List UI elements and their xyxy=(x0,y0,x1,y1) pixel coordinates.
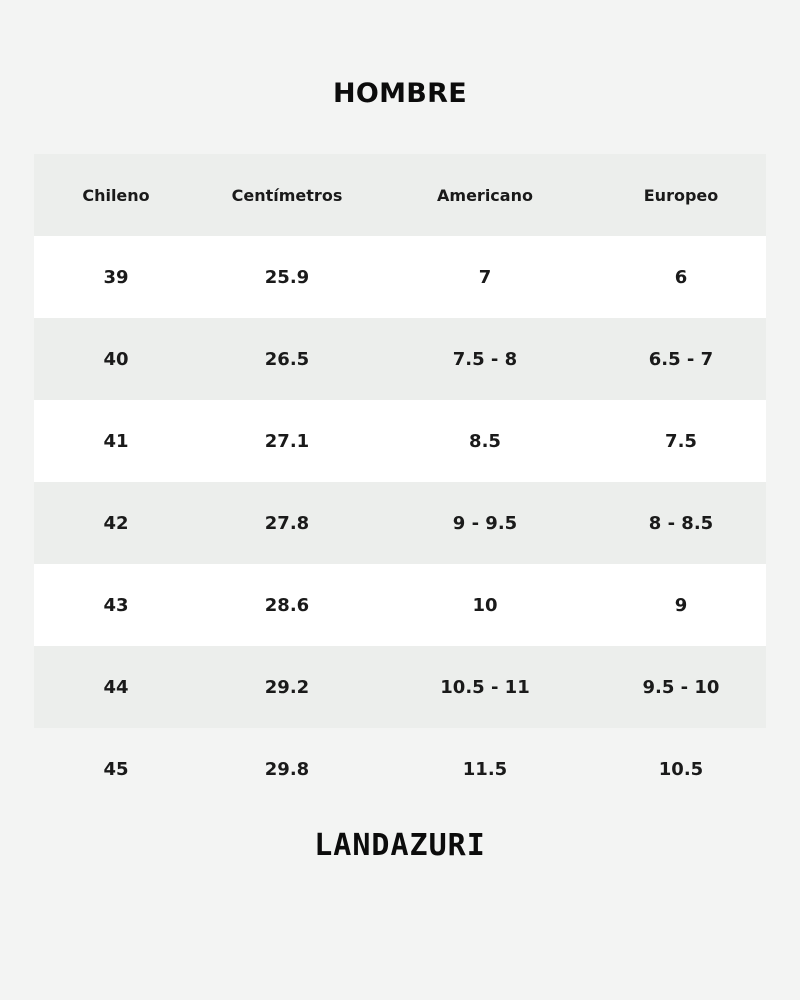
table-row xyxy=(34,318,766,400)
cell-europeo: 9.5 - 10 xyxy=(642,676,720,698)
table-row xyxy=(34,400,766,482)
table-row xyxy=(34,728,766,810)
column-header-americano: Americano xyxy=(437,185,533,205)
cell-chileno: 41 xyxy=(103,430,129,452)
cell-chileno: 44 xyxy=(103,676,129,698)
cell-chileno: 45 xyxy=(103,758,129,780)
cell-americano: 10 xyxy=(472,594,498,616)
column-header-europeo: Europeo xyxy=(643,185,719,205)
cell-chileno: 39 xyxy=(103,266,129,288)
column-header-centimetros: Centímetros xyxy=(231,185,343,205)
table-row xyxy=(34,564,766,646)
cell-europeo: 7.5 xyxy=(665,430,697,452)
cell-europeo: 6 xyxy=(674,266,688,288)
cell-chileno: 40 xyxy=(103,348,129,370)
cell-centimetros: 25.9 xyxy=(264,266,310,288)
table-header-row xyxy=(34,154,766,236)
cell-europeo: 10.5 xyxy=(658,758,704,780)
cell-americano: 11.5 xyxy=(462,758,508,780)
cell-centimetros: 26.5 xyxy=(264,348,310,370)
cell-centimetros: 29.8 xyxy=(264,758,310,780)
cell-chileno: 42 xyxy=(103,512,129,534)
cell-centimetros: 27.8 xyxy=(264,512,310,534)
size-chart-table xyxy=(34,154,766,810)
column-header-chileno: Chileno xyxy=(82,185,150,205)
cell-centimetros: 28.6 xyxy=(264,594,310,616)
cell-chileno: 43 xyxy=(103,594,129,616)
cell-americano: 7 xyxy=(478,266,492,288)
table-row xyxy=(34,236,766,318)
page-title: HOMBRE xyxy=(332,78,468,109)
cell-centimetros: 27.1 xyxy=(264,430,310,452)
table-row xyxy=(34,646,766,728)
cell-europeo: 6.5 - 7 xyxy=(648,348,714,370)
cell-europeo: 9 xyxy=(674,594,688,616)
cell-americano: 9 - 9.5 xyxy=(452,512,518,534)
cell-americano: 7.5 - 8 xyxy=(452,348,518,370)
cell-americano: 8.5 xyxy=(469,430,501,452)
cell-europeo: 8 - 8.5 xyxy=(648,512,714,534)
cell-americano: 10.5 - 11 xyxy=(440,676,530,698)
cell-centimetros: 29.2 xyxy=(264,676,310,698)
table-row xyxy=(34,482,766,564)
brand-logo: LANDAZURI xyxy=(314,828,486,863)
